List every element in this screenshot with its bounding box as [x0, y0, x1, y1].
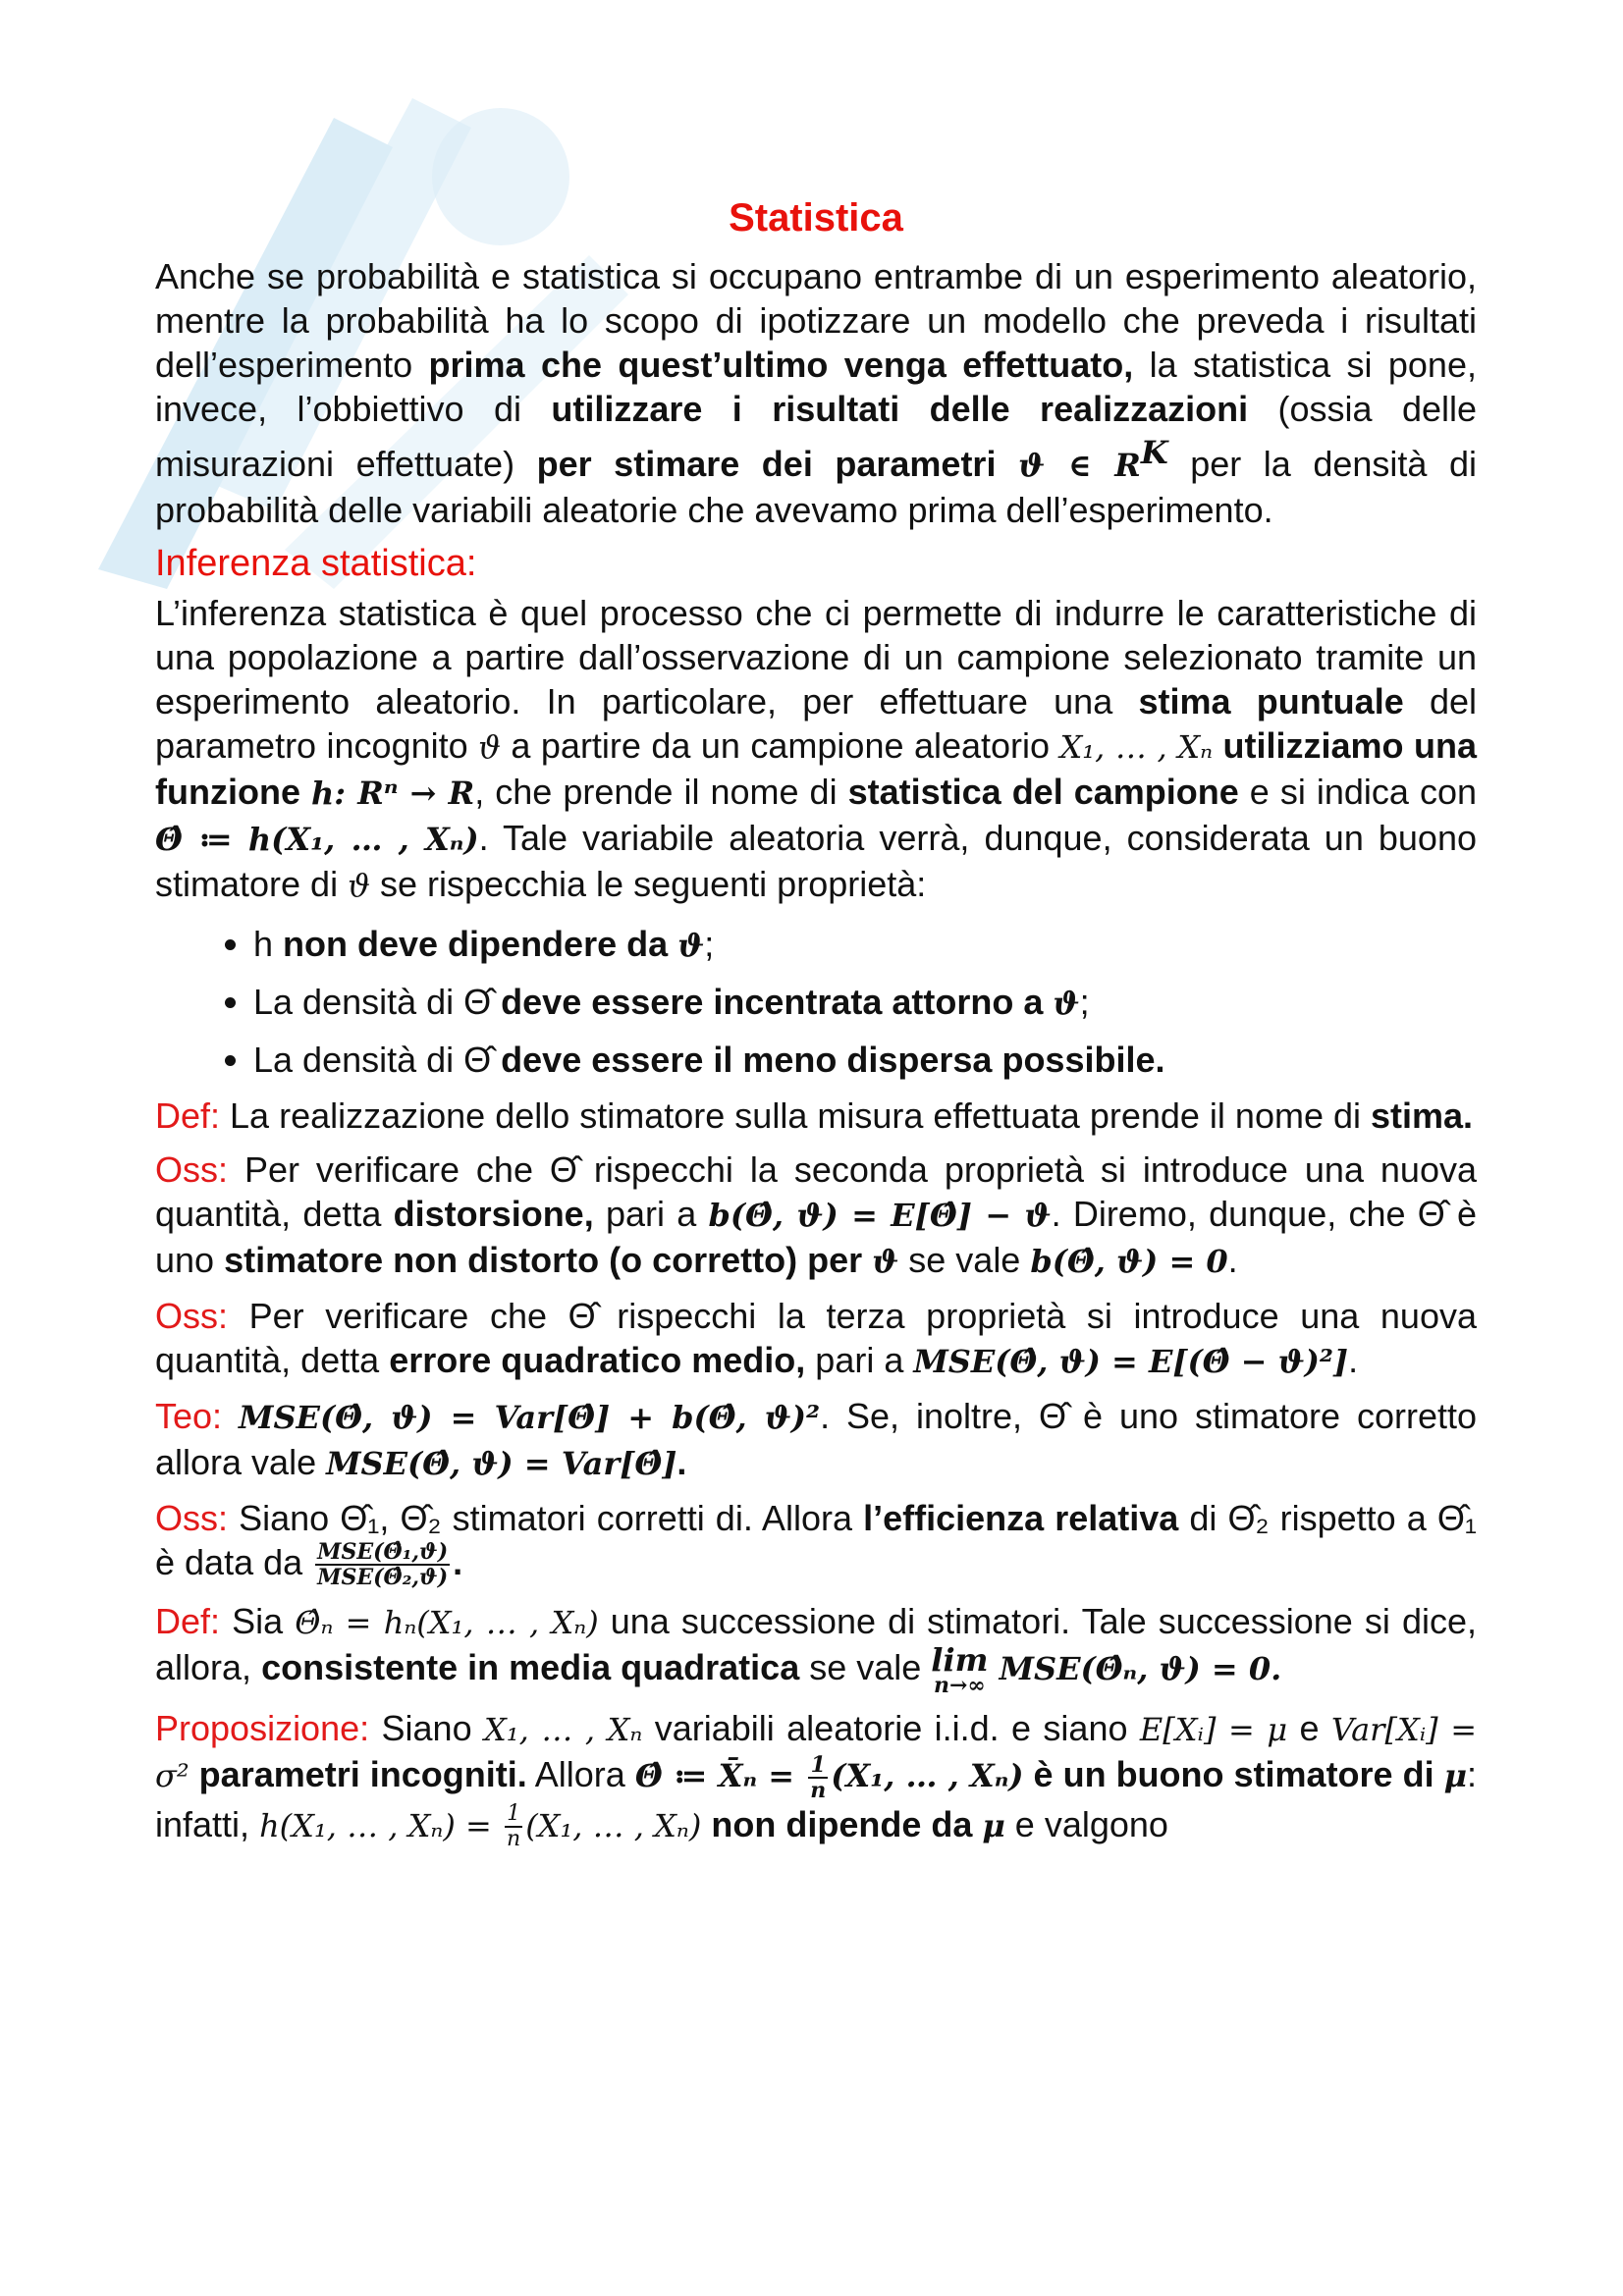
definition-stima: Def: La realizzazione dello stimatore sulla misura effettuata prende il nome di stima.: [155, 1095, 1474, 1136]
fraction: $\frac{1}{n}$: [810, 1751, 827, 1803]
document-page: [155, 196, 1477, 1851]
inference-paragraph: L’inferenza statistica è quel processo che ci permette di indurre le caratteristiche di una popolazione a partire dall’osservazione di un campione selezionato tramite un esperimento aleatorio. In particolare, per effettuare una stima puntuale del parametro incognito ϑ a partire da un campione aleatorio X₁, … , Xₙ utilizziamo una funzione h: Rⁿ → R, che prende il nome di statistica del campione e si indica con Θ̂ ≔ h(X₁, … , Xₙ). Tale variabile aleatoria verrà, dunque, considerata un buono stimatore di ϑ se rispecchia le seguenti proprietà:: [155, 593, 1477, 904]
list-item: • La densità di Θ̂ deve essere il meno dispersa possibile.: [253, 1032, 1477, 1088]
oss-distorsione: Oss: Per verificare che Θ̂ rispecchi la seconda proprietà si introduce una nuova quantità, detta distorsione, pari a b(Θ̂, ϑ) = E[Θ̂] − ϑ. Diremo, dunque, che Θ̂ è uno stimatore non distorto (o corretto) per ϑ se vale b(Θ̂, ϑ) = 0.: [155, 1149, 1478, 1280]
intro-paragraph: Anche se probabilità e statistica si occupano entrambe di un esperimento aleatorio, mentre la probabilità ha lo scopo di ipotizzare un modello che preveda i risultati dell’esperimento prima che quest’ultimo venga effettuato, la statistica si pone, invece, l’obbiettivo di utilizzare i risultati delle realizzazioni (ossia delle misurazioni effettuate) per stimare dei parametri ϑ ∈ $R^K$ per la densità di probabilità delle variabili aleatorie che avevamo prima dell’esperimento.: [155, 256, 1478, 530]
list-item: • h non deve dipendere da ϑ;: [253, 916, 1477, 974]
property-list: [155, 916, 1477, 1088]
proposition: Proposizione: Siano X₁, … , Xₙ variabili aleatorie i.i.d. e siano E[Xᵢ] = μ e Var[Xᵢ] = σ² parametri incogniti. Allora Θ̂ ≔ X̄ₙ = $\frac{1}{n}$ (X₁, … , Xₙ) è un buono stimatore di μ: infatti, h(X₁, … , Xₙ) = $\frac{1}{n}$ (X₁, … , Xₙ) non dipende da μ e valgono: [155, 1708, 1478, 1852]
definition-consistenza: Def: Sia Θ̂ₙ = hₙ(X₁, … , Xₙ) una successione di stimatori. Tale successione si dice, allora, consistente in media quadratica se vale lim n→∞ MSE(Θ̂ₙ, ϑ) = 0.: [155, 1601, 1478, 1699]
theorem: Teo: MSE(Θ̂, ϑ) = Var[Θ̂] + b(Θ̂, ϑ)². Se, inoltre, Θ̂ è uno stimatore corretto allora vale MSE(Θ̂, ϑ) = Var[Θ̂].: [155, 1396, 1478, 1482]
oss-efficienza: Oss: Siano Θ̂₁, Θ̂₂ stimatori corretti di. Allora l’efficienza relativa di Θ̂₂ rispetto a Θ̂₁ è data da $\frac{\text{MSE(Θ̂₁,ϑ)}}{\text{MSE(Θ̂₂,ϑ)}}$ .: [155, 1498, 1477, 1591]
limit: lim n→∞: [931, 1641, 989, 1699]
oss-mse: Oss: Per verificare che Θ̂ rispecchi la terza proprietà si introduce una nuova quantità, detta errore quadratico medio, pari a MSE(Θ̂, ϑ) = E[(Θ̂ − ϑ)²].: [155, 1296, 1477, 1380]
fraction: $\frac{\text{MSE(Θ̂₁,ϑ)}}{\text{MSE(Θ̂₂,ϑ)}}$: [317, 1539, 449, 1591]
page-title: Statistica: [729, 196, 903, 240]
section-heading: Inferenza statistica:: [155, 543, 477, 584]
list-item: • La densità di Θ̂ deve essere incentrata attorno a ϑ;: [253, 974, 1477, 1032]
fraction: $\frac{1}{n}$: [507, 1801, 521, 1852]
